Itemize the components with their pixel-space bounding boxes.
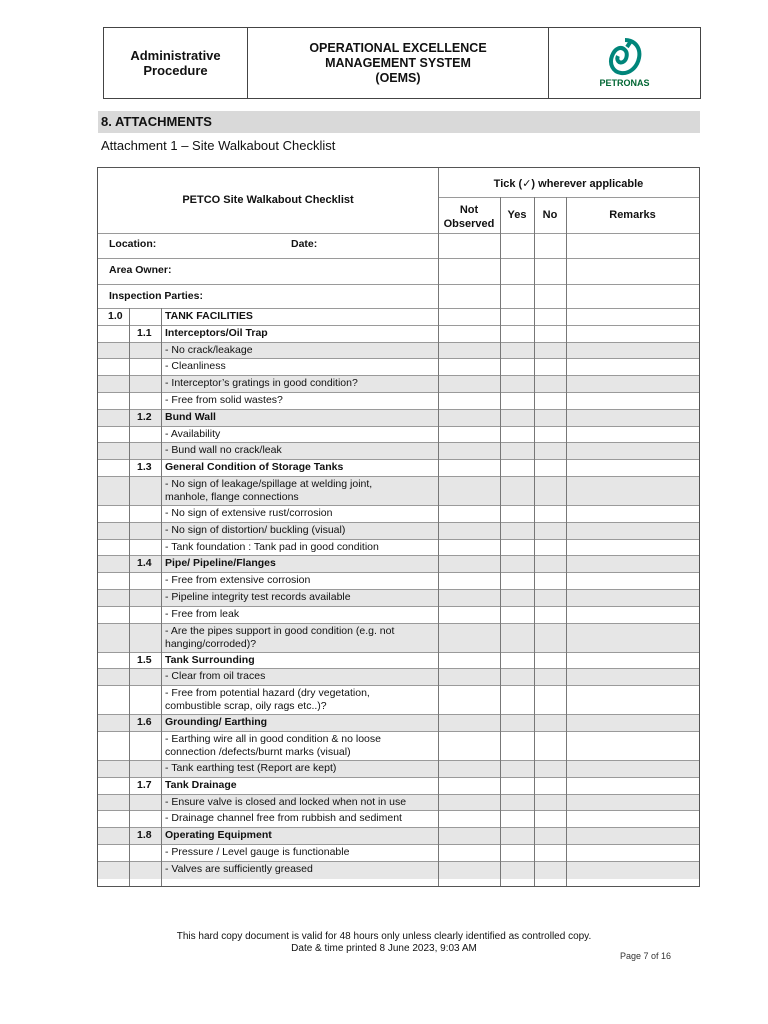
row-item-text: - Pipeline integrity test records available xyxy=(165,591,351,603)
row-subsection-number: 1.6 xyxy=(137,716,152,729)
row-subsection-number: 1.1 xyxy=(137,326,152,339)
row-item-text: - Tank foundation : Tank pad in good condition xyxy=(165,540,379,553)
num-divider-1 xyxy=(129,308,130,886)
row-item-text: - Free from potential hazard (dry vegetation, xyxy=(165,687,370,700)
section-title: 8. ATTACHMENTS xyxy=(98,111,700,133)
row-item-text-continued: combustible scrap, oily rags etc..)? xyxy=(165,700,327,713)
row-item-text: Interceptors/Oil Trap xyxy=(165,326,268,339)
num-divider-2 xyxy=(161,308,162,886)
row-item-text: - Availability xyxy=(165,427,221,440)
footer-print-date: Date & time printed 8 June 2023, 9:03 AM xyxy=(291,943,477,954)
col-divider-4 xyxy=(566,197,567,886)
row-item-text: - Free from leak xyxy=(165,607,240,620)
row-item-text: Grounding/ Earthing xyxy=(165,716,268,729)
row-subsection-number: 1.5 xyxy=(137,653,152,666)
header-procedure-type: Administrative Procedure xyxy=(104,28,248,98)
row-subsection-number: 1.2 xyxy=(137,410,152,423)
row-item-text: - Pressure / Level gauge is functionable xyxy=(165,846,350,858)
row-subsection-number: 1.7 xyxy=(137,778,152,791)
row-subsection-number: 1.3 xyxy=(137,461,152,474)
row-item-text: - Drainage channel free from rubbish and sediment xyxy=(165,812,402,825)
col-divider-3 xyxy=(534,197,535,886)
row-item-text: TANK FACILITIES xyxy=(165,310,253,322)
col-divider-1 xyxy=(438,168,439,886)
header-line-1: OPERATIONAL EXCELLENCE xyxy=(309,40,487,55)
petronas-logo xyxy=(549,28,700,98)
document-header xyxy=(103,27,701,99)
header-divider xyxy=(438,197,699,198)
col-remarks: Remarks xyxy=(609,209,656,221)
location-row-line xyxy=(98,258,699,259)
inspection-parties-label: Inspection Parties: xyxy=(109,290,203,302)
row-subsection-number: 1.8 xyxy=(137,829,152,842)
row-item-text-continued: manhole, flange connections xyxy=(165,491,299,503)
petronas-logo-icon xyxy=(605,38,645,76)
area-owner-row-line xyxy=(98,284,699,285)
row-item-text: Pipe/ Pipeline/Flanges xyxy=(165,557,276,570)
header-system-name xyxy=(248,28,549,98)
header-line-3: (OEMS) xyxy=(375,70,421,85)
row-item-text: - Clear from oil traces xyxy=(165,670,266,683)
row-item-text: - Interceptor’s gratings in good condition? xyxy=(165,377,358,390)
row-item-text: - No sign of leakage/spillage at welding joint, xyxy=(165,478,373,490)
page-number: Page 7 of 16 xyxy=(620,951,672,961)
row-item-text: Bund Wall xyxy=(165,410,216,423)
row-item-text: - Are the pipes support in good condition (e.g. not xyxy=(165,624,395,637)
header-line-2: MANAGEMENT SYSTEM xyxy=(325,55,471,70)
row-item-text: Tank Drainage xyxy=(165,778,237,791)
col-not-observed: Not Observed xyxy=(443,204,495,230)
row-item-text: - No sign of distortion/ buckling (visual) xyxy=(165,523,346,536)
location-label: Location: xyxy=(109,238,157,250)
row-item-text: - Free from solid wastes? xyxy=(165,394,283,406)
col-no: No xyxy=(542,209,558,221)
table-title: PETCO Site Walkabout Checklist xyxy=(182,194,354,206)
row-item-text: - Valves are sufficiently greased xyxy=(165,862,313,875)
row-subsection-number: 1.4 xyxy=(137,557,152,570)
row-item-text: General Condition of Storage Tanks xyxy=(165,461,344,474)
row-section-number: 1.0 xyxy=(108,310,123,322)
logo-text: PETRONAS xyxy=(599,78,650,88)
header-bottom-line xyxy=(98,233,699,234)
footer-validity-note: This hard copy document is valid for 48 hours only unless clearly identified as controlled copy. xyxy=(176,931,592,942)
attachment-title: Attachment 1 – Site Walkabout Checklist xyxy=(101,138,336,153)
row-item-text: - No sign of extensive rust/corrosion xyxy=(165,507,333,519)
row-item-text: - Free from extensive corrosion xyxy=(165,574,311,587)
row-item-text: - No crack/leakage xyxy=(165,343,253,356)
tick-header: Tick (✓) wherever applicable xyxy=(493,178,644,190)
row-item-text: - Bund wall no crack/leak xyxy=(165,444,282,457)
checklist-table xyxy=(97,167,700,887)
row-item-text: Tank Surrounding xyxy=(165,653,255,666)
row-item-text: - Tank earthing test (Report are kept) xyxy=(165,762,337,774)
row-item-text: Operating Equipment xyxy=(165,829,272,842)
row-item-text: - Earthing wire all in good condition & no loose xyxy=(165,733,381,745)
row-item-text: - Cleanliness xyxy=(165,360,226,373)
date-label: Date: xyxy=(291,238,318,250)
col-yes: Yes xyxy=(507,209,527,221)
area-owner-label: Area Owner: xyxy=(109,264,172,276)
col-divider-2 xyxy=(500,197,501,886)
row-item-text: - Ensure valve is closed and locked when not in use xyxy=(165,795,407,808)
row-item-text-continued: connection /defects/burnt marks (visual) xyxy=(165,746,351,758)
row-item-text-continued: hanging/corroded)? xyxy=(165,637,257,650)
